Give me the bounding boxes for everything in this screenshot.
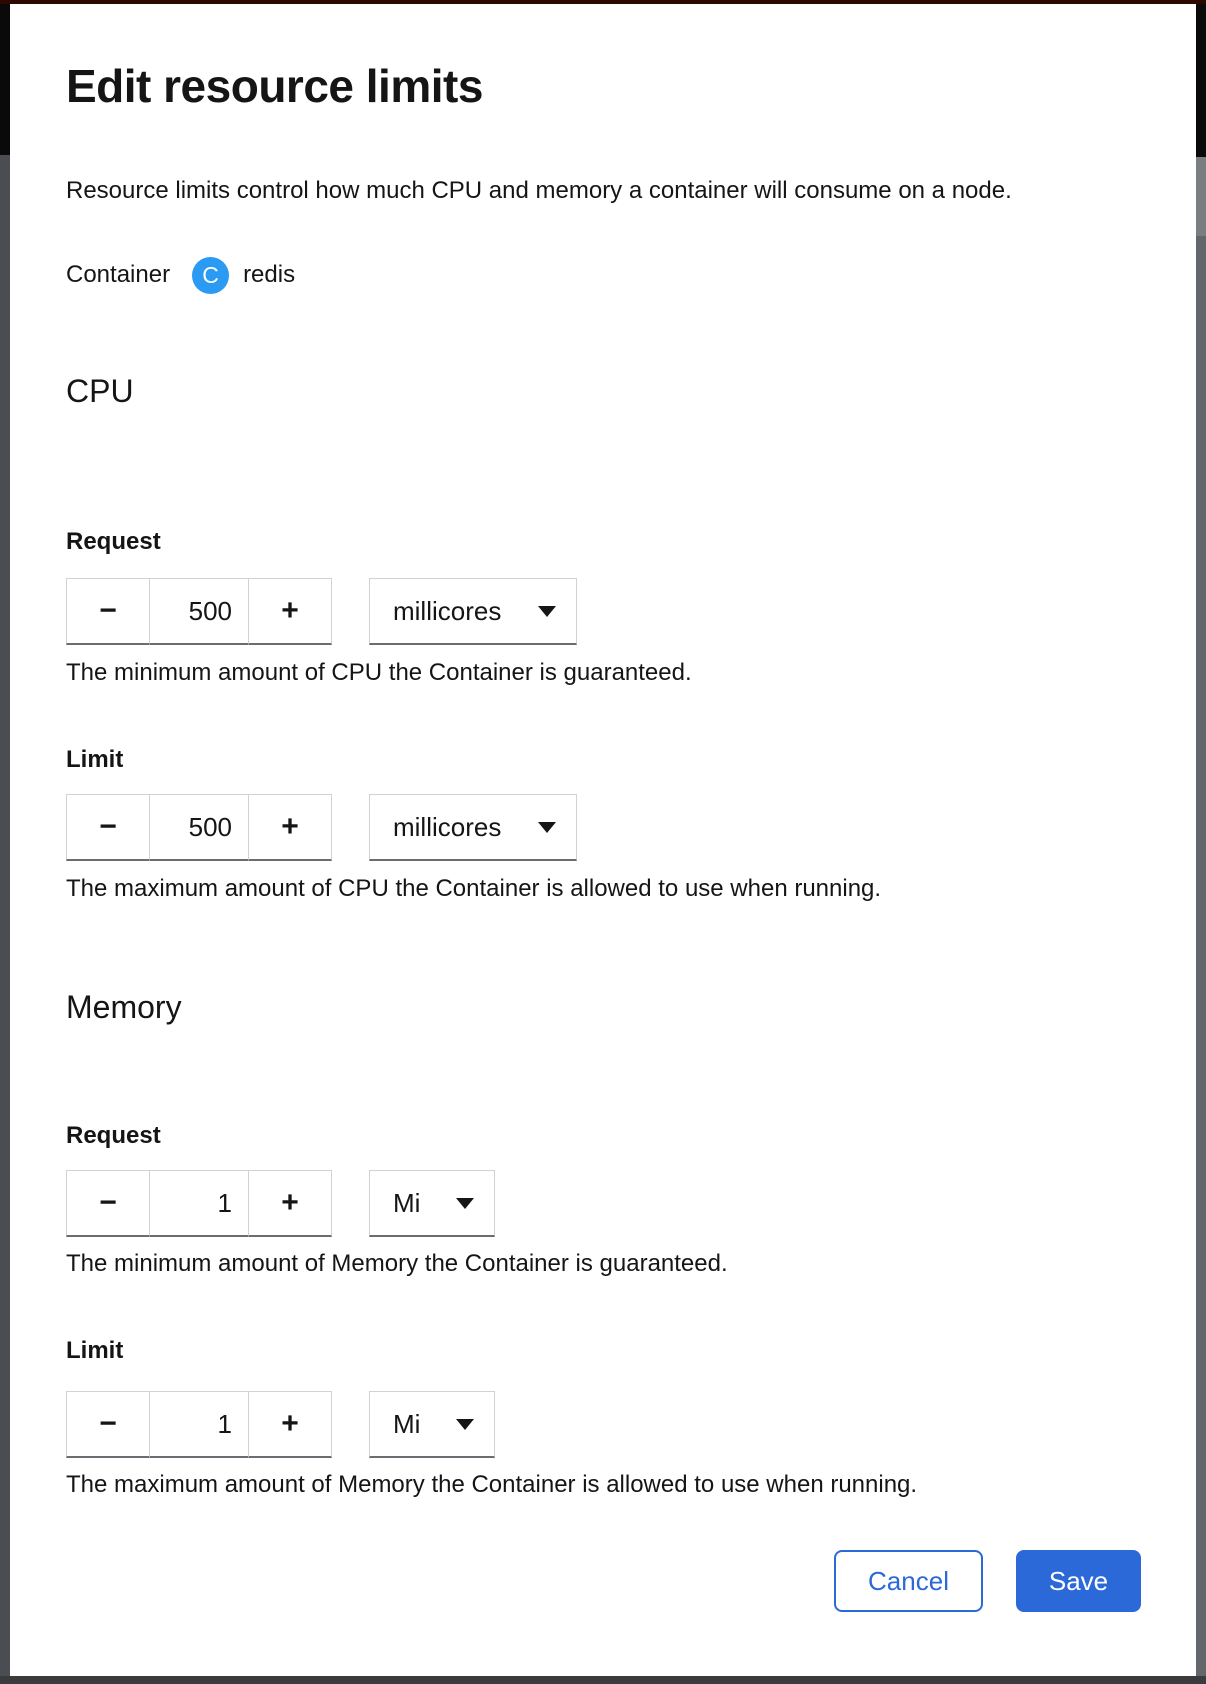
cpu-limit-helper-text: The maximum amount of CPU the Container is allowed to use when running. [66, 875, 882, 902]
modal-footer [66, 1550, 1141, 1612]
save-button[interactable]: Save [1016, 1550, 1141, 1612]
modal-title: Edit resource limits [66, 60, 483, 112]
memory-request-value-input[interactable] [149, 1170, 249, 1237]
background-scrollbar-thumb [1196, 157, 1206, 236]
cpu-limit-input-row [66, 794, 1141, 861]
memory-limit-label: Limit [66, 1337, 124, 1364]
memory-request-unit-dropdown[interactable] [369, 1170, 495, 1237]
cpu-request-plus-button[interactable]: + [248, 578, 332, 645]
memory-limit-minus-button[interactable]: − [66, 1391, 150, 1458]
memory-request-plus-button[interactable]: + [248, 1170, 332, 1237]
caret-down-icon [538, 606, 556, 617]
container-name: redis [243, 261, 296, 288]
memory-request-input-row [66, 1170, 1141, 1237]
memory-request-unit-value: Mi [393, 1187, 421, 1218]
memory-limit-unit-dropdown[interactable] [369, 1391, 495, 1458]
section-heading-memory: Memory [66, 989, 182, 1025]
modal-description: Resource limits control how much CPU and memory a container will consume on a node. [66, 177, 1012, 204]
cpu-limit-label: Limit [66, 746, 124, 773]
caret-down-icon [538, 822, 556, 833]
container-label: Container [66, 261, 171, 288]
cancel-button[interactable]: Cancel [834, 1550, 983, 1612]
section-heading-cpu: CPU [66, 373, 134, 409]
cpu-request-value-input[interactable] [149, 578, 249, 645]
cpu-limit-unit-dropdown[interactable] [369, 794, 577, 861]
cpu-limit-minus-button[interactable]: − [66, 794, 150, 861]
memory-limit-unit-value: Mi [393, 1408, 421, 1439]
cpu-request-unit-dropdown[interactable] [369, 578, 577, 645]
cpu-request-label: Request [66, 528, 161, 555]
backdrop-left-sidebar-edge [0, 155, 10, 1684]
caret-down-icon [456, 1419, 474, 1430]
background-scrollbar-track [1196, 236, 1206, 1676]
memory-request-helper-text: The minimum amount of Memory the Container is guaranteed. [66, 1250, 728, 1277]
backdrop-right-edge [1196, 4, 1206, 157]
cpu-limit-plus-button[interactable]: + [248, 794, 332, 861]
cpu-request-helper-text: The minimum amount of CPU the Container is guaranteed. [66, 659, 692, 686]
cpu-request-unit-value: millicores [393, 595, 502, 626]
backdrop-bottom-edge [0, 1676, 1206, 1684]
memory-request-label: Request [66, 1122, 161, 1149]
memory-request-minus-button[interactable]: − [66, 1170, 150, 1237]
backdrop-left-nav-edge [0, 4, 10, 155]
cpu-request-minus-button[interactable]: − [66, 578, 150, 645]
cpu-limit-value-input[interactable] [149, 794, 249, 861]
container-badge-icon: C [192, 257, 229, 294]
backdrop-top-edge [0, 0, 1206, 4]
memory-limit-plus-button[interactable]: + [248, 1391, 332, 1458]
container-row [66, 256, 1141, 294]
memory-limit-helper-text: The maximum amount of Memory the Container is allowed to use when running. [66, 1471, 918, 1498]
cpu-limit-unit-value: millicores [393, 811, 502, 842]
caret-down-icon [456, 1198, 474, 1209]
memory-limit-input-row [66, 1391, 1141, 1458]
memory-limit-value-input[interactable] [149, 1391, 249, 1458]
edit-resource-limits-modal [10, 4, 1196, 1676]
cpu-request-input-row [66, 578, 1141, 645]
